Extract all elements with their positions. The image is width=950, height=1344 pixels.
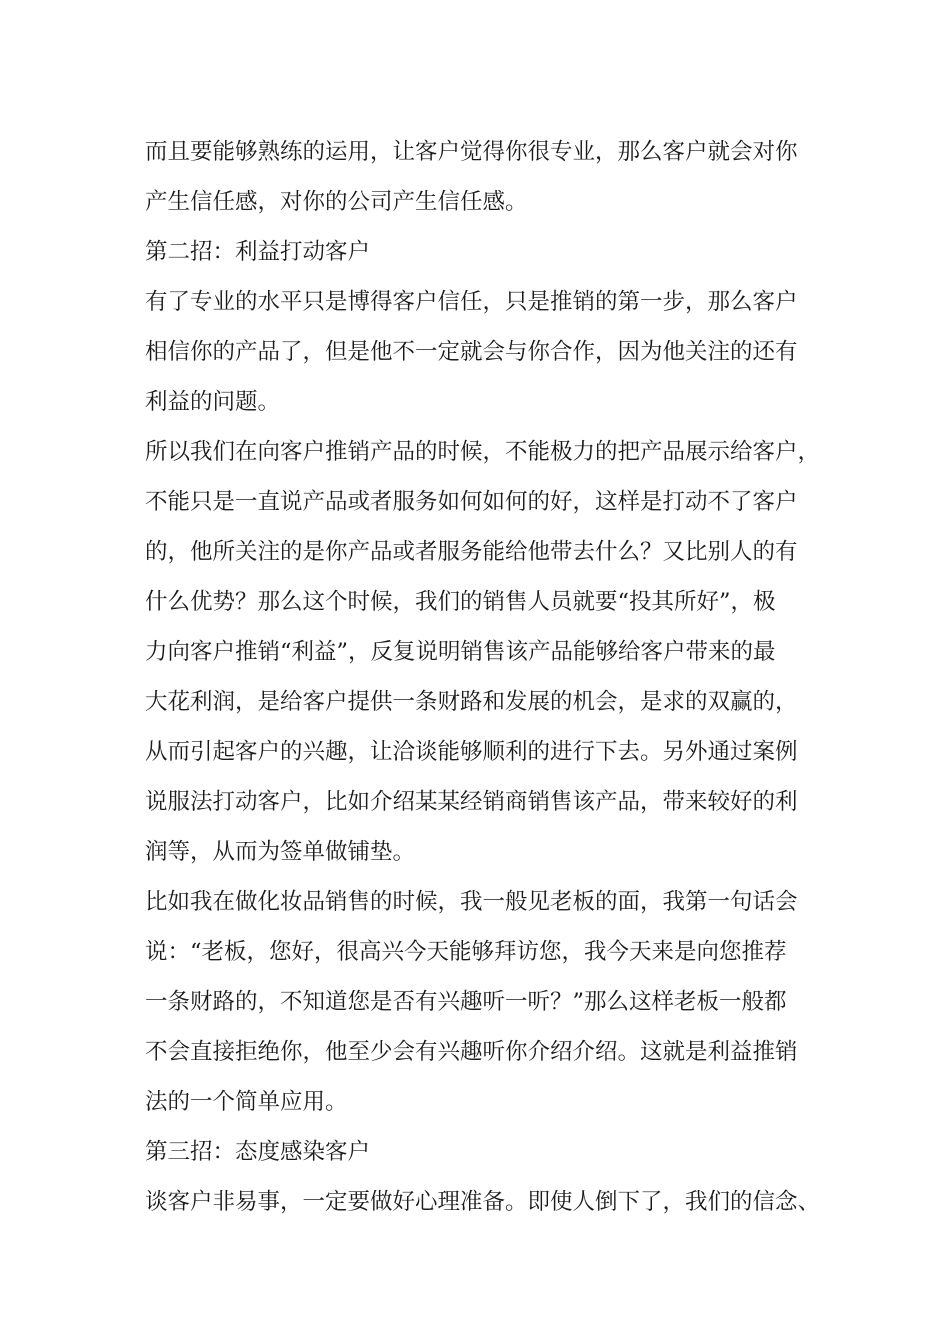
text-line: 有了专业的水平只是博得客户信任，只是推销的第一步，那么客户 bbox=[145, 289, 798, 315]
text-line: 相信你的产品了，但是他不一定就会与你合作，因为他关注的还有 bbox=[145, 339, 798, 365]
text-line: 大花利润，是给客户提供一条财路和发展的机会，是求的双赢的， bbox=[145, 689, 798, 715]
text-line: 不能只是一直说产品或者服务如何如何的好，这样是打动不了客户 bbox=[145, 489, 798, 515]
text-line: 谈客户非易事，一定要做好心理准备。即使人倒下了，我们的信念、 bbox=[145, 1189, 821, 1215]
text-line: 润等，从而为签单做铺垫。 bbox=[145, 839, 416, 865]
text-line: 从而引起客户的兴趣，让洽谈能够顺利的进行下去。另外通过案例 bbox=[145, 739, 798, 765]
text-line: 一条财路的，不知道您是否有兴趣听一听？”那么这样老板一般都 bbox=[145, 989, 787, 1015]
text-line: 比如我在做化妆品销售的时候，我一般见老板的面，我第一句话会 bbox=[145, 889, 798, 915]
text-line: 的，他所关注的是你产品或者服务能给他带去什么？又比别人的有 bbox=[145, 539, 798, 565]
text-line: 产生信任感，对你的公司产生信任感。 bbox=[145, 189, 528, 215]
section-heading: 第三招：态度感染客户 bbox=[145, 1139, 371, 1165]
text-line: 不会直接拒绝你，他至少会有兴趣听你介绍介绍。这就是利益推销 bbox=[145, 1039, 798, 1065]
text-line: 说服法打动客户，比如介绍某某经销商销售该产品，带来较好的利 bbox=[145, 789, 798, 815]
text-line: 利益的问题。 bbox=[145, 389, 281, 415]
text-line: 所以我们在向客户推销产品的时候，不能极力的把产品展示给客户， bbox=[145, 439, 821, 465]
text-line: 而且要能够熟练的运用，让客户觉得你很专业，那么客户就会对你 bbox=[145, 139, 798, 165]
section-heading: 第二招：利益打动客户 bbox=[145, 239, 371, 265]
text-line: 法的一个简单应用。 bbox=[145, 1089, 348, 1115]
text-line: 什么优势？那么这个时候，我们的销售人员就要“投其所好”，极 bbox=[145, 589, 776, 615]
text-line: 说：“老板，您好，很高兴今天能够拜访您，我今天来是向您推荐 bbox=[145, 939, 787, 965]
text-line: 力向客户推销“利益”，反复说明销售该产品能够给客户带来的最 bbox=[145, 639, 776, 665]
